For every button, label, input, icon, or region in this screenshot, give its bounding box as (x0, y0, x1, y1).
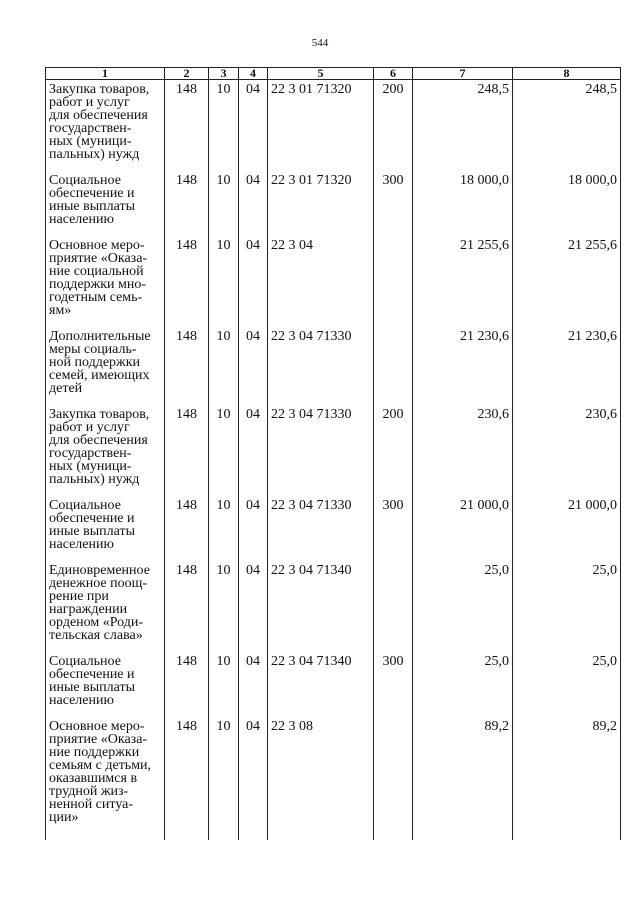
table-row (46, 327, 621, 405)
cell-expense-type: 200 (374, 80, 413, 171)
cell-gr-code: 148 (165, 80, 209, 171)
row-name-text: Дополнительные меры социаль- ной поддержки семей, имеющих детей (49, 328, 151, 396)
table-row (46, 171, 621, 236)
cell-expense-type: 300 (374, 171, 413, 236)
column-header: 3 (209, 68, 239, 80)
column-header: 4 (239, 68, 268, 80)
cell-gr-code: 148 (165, 496, 209, 561)
cell-target-article: 22 3 04 (268, 236, 374, 327)
cell-subsection: 04 (239, 717, 268, 840)
column-header: 1 (46, 68, 165, 80)
table-row (46, 561, 621, 652)
cell-expense-type: 200 (374, 405, 413, 496)
row-name (46, 327, 165, 405)
cell-subsection: 04 (239, 327, 268, 405)
row-name-text: Основное меро- приятие «Оказа- ние социальной поддержки мно- годетным семь- ям» (49, 237, 148, 318)
cell-target-article: 22 3 04 71340 (268, 561, 374, 652)
cell-target-article: 22 3 04 71330 (268, 496, 374, 561)
cell-target-article: 22 3 08 (268, 717, 374, 840)
column-header: 5 (268, 68, 374, 80)
cell-amount-8: 21 255,6 (513, 236, 621, 327)
row-name (46, 236, 165, 327)
cell-gr-code: 148 (165, 561, 209, 652)
cell-target-article: 22 3 01 71320 (268, 80, 374, 171)
cell-section: 10 (209, 405, 239, 496)
table-row (46, 496, 621, 561)
cell-subsection: 04 (239, 496, 268, 561)
column-header: 2 (165, 68, 209, 80)
budget-table (45, 67, 621, 840)
cell-subsection: 04 (239, 561, 268, 652)
cell-section: 10 (209, 327, 239, 405)
row-name (46, 561, 165, 652)
cell-amount-7: 21 000,0 (413, 496, 513, 561)
cell-amount-7: 89,2 (413, 717, 513, 840)
cell-subsection: 04 (239, 80, 268, 171)
cell-amount-8: 230,6 (513, 405, 621, 496)
cell-expense-type (374, 561, 413, 652)
row-name-text: Закупка товаров, работ и услуг для обеспечения государствен- ных (муници- пальных) нужд (49, 406, 150, 487)
cell-section: 10 (209, 561, 239, 652)
cell-gr-code: 148 (165, 717, 209, 840)
row-name (46, 496, 165, 561)
cell-gr-code: 148 (165, 236, 209, 327)
cell-target-article: 22 3 01 71320 (268, 171, 374, 236)
cell-amount-8: 89,2 (513, 717, 621, 840)
cell-amount-8: 21 230,6 (513, 327, 621, 405)
table-row (46, 80, 621, 171)
cell-expense-type (374, 717, 413, 840)
row-name (46, 652, 165, 717)
table-row (46, 717, 621, 840)
cell-amount-8: 248,5 (513, 80, 621, 171)
cell-expense-type: 300 (374, 496, 413, 561)
header-row (46, 68, 621, 80)
table-row (46, 236, 621, 327)
cell-subsection: 04 (239, 652, 268, 717)
row-name-text: Единовременное денежное поощ- рение при награждении орденом «Роди- тельская слава» (49, 562, 150, 643)
cell-expense-type (374, 236, 413, 327)
cell-subsection: 04 (239, 236, 268, 327)
cell-section: 10 (209, 717, 239, 840)
cell-target-article: 22 3 04 71330 (268, 405, 374, 496)
cell-amount-7: 25,0 (413, 561, 513, 652)
row-name-text: Закупка товаров, работ и услуг для обеспечения государствен- ных (муници- пальных) нужд (49, 82, 150, 162)
cell-gr-code: 148 (165, 327, 209, 405)
cell-amount-8: 18 000,0 (513, 171, 621, 236)
cell-amount-8: 25,0 (513, 652, 621, 717)
row-name-text: Социальное обеспечение и иные выплаты населению (49, 653, 135, 708)
cell-section: 10 (209, 496, 239, 561)
cell-amount-7: 21 230,6 (413, 327, 513, 405)
cell-expense-type (374, 327, 413, 405)
column-header: 8 (513, 68, 621, 80)
cell-amount-7: 25,0 (413, 652, 513, 717)
row-name-text: Социальное обеспечение и иные выплаты населению (49, 172, 135, 227)
cell-section: 10 (209, 80, 239, 171)
column-header: 6 (374, 68, 413, 80)
cell-target-article: 22 3 04 71340 (268, 652, 374, 717)
cell-subsection: 04 (239, 405, 268, 496)
cell-expense-type: 300 (374, 652, 413, 717)
row-name-text: Социальное обеспечение и иные выплаты населению (49, 497, 135, 552)
cell-amount-8: 21 000,0 (513, 496, 621, 561)
row-name-text: Основное меро- приятие «Оказа- ние поддержки семьям с детьми, оказавшимся в трудной жиз- ненной ситуа- ции» (49, 718, 152, 825)
cell-gr-code: 148 (165, 171, 209, 236)
cell-amount-8: 25,0 (513, 561, 621, 652)
cell-section: 10 (209, 171, 239, 236)
table-row (46, 405, 621, 496)
cell-amount-7: 248,5 (413, 80, 513, 171)
cell-amount-7: 18 000,0 (413, 171, 513, 236)
cell-section: 10 (209, 236, 239, 327)
row-name (46, 80, 165, 171)
row-name (46, 171, 165, 236)
row-name (46, 405, 165, 496)
column-header: 7 (413, 68, 513, 80)
table-row (46, 652, 621, 717)
cell-subsection: 04 (239, 171, 268, 236)
cell-amount-7: 21 255,6 (413, 236, 513, 327)
cell-amount-7: 230,6 (413, 405, 513, 496)
cell-gr-code: 148 (165, 652, 209, 717)
row-name (46, 717, 165, 840)
cell-target-article: 22 3 04 71330 (268, 327, 374, 405)
cell-section: 10 (209, 652, 239, 717)
page-number: 544 (311, 37, 329, 49)
cell-gr-code: 148 (165, 405, 209, 496)
